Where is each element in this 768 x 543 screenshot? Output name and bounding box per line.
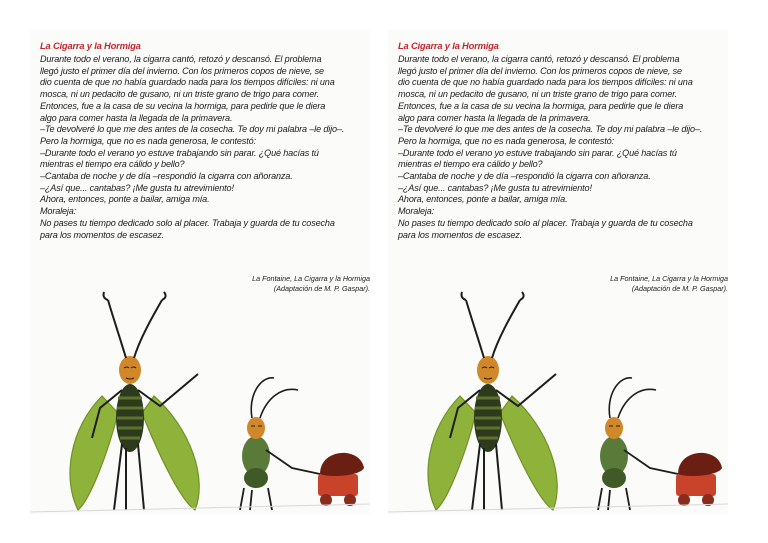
- ant-illustration: [240, 378, 320, 510]
- story-line: –Durante todo el verano yo estuve trabajando sin parar. ¿Qué hacías tú: [398, 147, 677, 158]
- story-line: –Te devolveré lo que me des antes de la cosecha. Te doy mi palabra –le dijo–.: [398, 124, 703, 135]
- story-line: Entonces, fue a la casa de su vecina la hormiga, para pedirle que le diera: [398, 100, 684, 111]
- story-line: Pero la hormiga, que no es nada generosa, le contestó:: [398, 135, 614, 146]
- story-line: mosca, ni un pedacito de gusano, ni un triste grano de trigo para comer.: [40, 89, 320, 100]
- story-line: Durante todo el verano, la cigarra cantó, retozó y descansó. El problema: [40, 54, 322, 64]
- story-line: llegó justo el primer día del invierno. Con los primeros copos de nieve, se: [40, 65, 324, 76]
- cicada-illustration: [428, 292, 557, 510]
- story-line: –Cantaba de noche y de día –respondió la cigarra con añoranza.: [40, 171, 293, 182]
- story-line: –¿Así que... cantabas? ¡Me gusta tu atrevimiento!: [40, 182, 234, 193]
- cicada-and-ant-illustration: [388, 278, 728, 514]
- story-line: No pases tu tiempo dedicado solo al placer. Trabaja y guarda de tu cosecha: [40, 217, 335, 228]
- story-line: Ahora, entonces, ponte a bailar, amiga mía.: [398, 194, 568, 205]
- page-right: [388, 30, 728, 514]
- story-line: dio cuenta de que no había guardado nada para los tiempos difíciles: ni una: [398, 77, 693, 88]
- story-line: algo para comer hasta la llegada de la primavera.: [398, 112, 591, 123]
- credit-adaptation: (Adaptación de M. P. Gaspar).: [631, 283, 728, 293]
- story-line: mientras el tiempo era cálido y bello?: [40, 159, 185, 170]
- page-left: [30, 30, 370, 514]
- story-line: No pases tu tiempo dedicado solo al placer. Trabaja y guarda de tu cosecha: [398, 217, 693, 228]
- cicada-and-ant-illustration: [30, 278, 370, 514]
- story-line: mosca, ni un pedacito de gusano, ni un triste grano de trigo para comer.: [398, 89, 678, 100]
- story-line: –¿Así que... cantabas? ¡Me gusta tu atrevimiento!: [398, 182, 592, 193]
- story-line: –Te devolveré lo que me des antes de la cosecha. Te doy mi palabra –le dijo–.: [40, 124, 345, 135]
- story-line: Pero la hormiga, que no es nada generosa, le contestó:: [40, 135, 256, 146]
- story-line: Moraleja:: [398, 206, 435, 217]
- cicada-illustration: [70, 292, 199, 510]
- story-line: Moraleja:: [40, 206, 77, 217]
- story-line: Durante todo el verano, la cigarra cantó, retozó y descansó. El problema: [398, 54, 680, 64]
- story-line: para los momentos de escasez.: [398, 229, 523, 240]
- story-line: mientras el tiempo era cálido y bello?: [398, 159, 543, 170]
- story-line: llegó justo el primer día del invierno. Con los primeros copos de nieve, se: [398, 65, 682, 76]
- story-line: para los momentos de escasez.: [40, 229, 165, 240]
- story-line: dio cuenta de que no había guardado nada para los tiempos difíciles: ni una: [40, 77, 335, 88]
- story-title: La Cigarra y la Hormiga: [40, 40, 141, 51]
- story-line: Entonces, fue a la casa de su vecina la hormiga, para pedirle que le diera: [40, 100, 326, 111]
- credit-source: La Fontaine, La Cigarra y la Hormiga: [610, 274, 728, 283]
- story-line: –Durante todo el verano yo estuve trabajando sin parar. ¿Qué hacías tú: [40, 147, 319, 158]
- story-body: [40, 54, 370, 241]
- ant-illustration: [598, 378, 678, 510]
- story-title: La Cigarra y la Hormiga: [398, 40, 499, 51]
- story-body: [398, 54, 728, 241]
- story-line: algo para comer hasta la llegada de la primavera.: [40, 112, 233, 123]
- story-line: Ahora, entonces, ponte a bailar, amiga mía.: [40, 194, 210, 205]
- story-line: –Cantaba de noche y de día –respondió la cigarra con añoranza.: [398, 171, 651, 182]
- credit-adaptation: (Adaptación de M. P. Gaspar).: [273, 283, 370, 293]
- credit-source: La Fontaine, La Cigarra y la Hormiga: [252, 274, 370, 283]
